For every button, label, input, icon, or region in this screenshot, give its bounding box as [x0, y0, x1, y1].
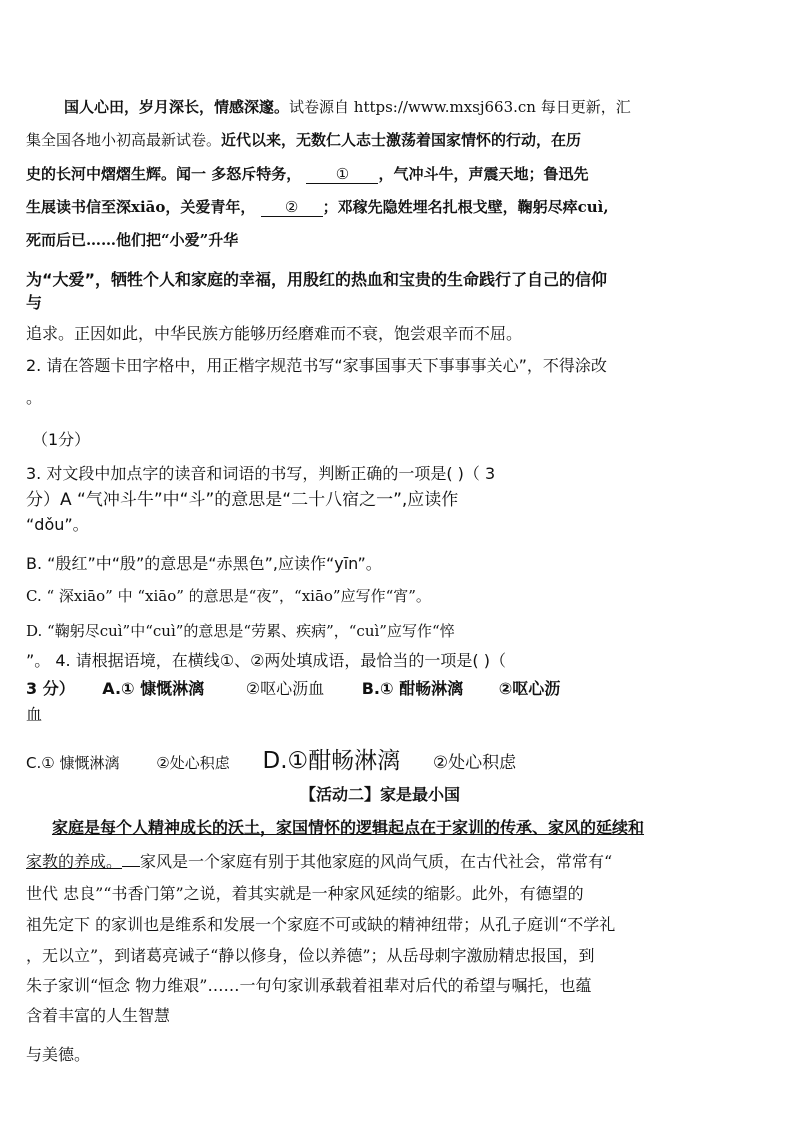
para1-line-8: 追求。正因如此，中华民族方能够历经磨难而不衰，饱尝艰辛而不屈。 [26, 324, 523, 343]
q4-option-c2: ②处心积虑 [156, 754, 230, 772]
para1-source-text: 试卷源自 https://www.mxsj663.cn 每日更新，汇 [289, 98, 631, 116]
para1-line3-text: 史的长河中熠熠生辉。闻一 多怒斥特务， [26, 165, 302, 183]
q3-option-d: D. “鞠躬尽cuì”中“cuì”的意思是“劳累、疾病”，“cuì”应写作“悴 [26, 622, 455, 640]
section2-title: 【活动二】家是最小国 [300, 785, 461, 804]
para1-line3-after: ，气冲斗牛，声震天地；鲁迅先 [378, 165, 589, 183]
para1-line-5: 死而后已……他们把“小爱”升华 [26, 231, 239, 249]
q4-option-c: C.① 慷慨淋漓 [26, 754, 120, 772]
q4-option-d2: ②处心积虑 [432, 753, 517, 773]
para1-line-6: 为“大爱”，牺牲个人和家庭的幸福，用殷红的热血和宝贵的生命践行了自己的信仰 [26, 270, 608, 289]
section2-line-5: ，无以立”，到诸葛亮诫子“静以修身，俭以养德”；从岳母刺字激励精忠报国，到 [26, 946, 595, 965]
para1-line2-plain: 集全国各地小初高最新试卷。 [26, 131, 222, 149]
section2-line-2 [26, 849, 612, 872]
para1-line4-text: 生展读书信至深xiāo，关爱青年， [26, 198, 256, 216]
section2-line-6: 朱子家训“恒念 物力维艰”……一句句家训承载着祖辈对后代的希望与嘱托，也蕴 [26, 976, 592, 995]
section2-underlined: 家教的养成。 [26, 852, 123, 871]
q4-option-a: A.① 慷慨淋漓 [102, 679, 205, 698]
q3-option-c: C. “ 深xiāo” 中 “xiāo” 的意思是“夜”，“xiāo”应写作“宵”。 [26, 587, 431, 605]
q2-line-1: 2. 请在答题卡田字格中，用正楷字规范书写“家事国事天下事事事关心”，不得涂改 [26, 356, 607, 375]
q3-option-b: B. “殷红”中“殷”的意思是“赤黑色”,应读作“yīn”。 [26, 554, 382, 573]
para1-line-7: 与 [26, 293, 43, 312]
q3-line-2: 分）A “气冲斗牛”中“斗”的意思是“二十八宿之一”,应读作 [26, 490, 459, 510]
q4-line-2 [26, 676, 560, 699]
para1-line4-after: ；邓稼先隐姓埋名扎根戈壁，鞠躬尽瘁cuì, [322, 198, 609, 216]
blank-1[interactable]: ① [306, 166, 378, 184]
q3-line-1: 3. 对文段中加点字的读音和词语的书写，判断正确的一项是( )（ 3 [26, 464, 496, 483]
section2-line-7: 含着丰富的人生智慧 [26, 1006, 171, 1025]
blank-2[interactable]: ② [261, 199, 323, 217]
q4-option-a2: ②呕心沥血 [245, 679, 325, 698]
q4-option-d: D.①酣畅淋漓 [262, 748, 401, 774]
section2-line-4: 祖先定下 的家训也是维系和发展一个家庭不可或缺的精神纽带；从孔子庭训“不学礼 [26, 915, 616, 934]
q4-score: 3 分） [26, 679, 75, 698]
section2-line-3: 世代 忠良”“书香门第”之说，着其实就是一种家风延续的缩影。此外，有德望的 [26, 884, 584, 903]
q2-line-2: 。 [26, 388, 43, 407]
q3-line-3: “dǒu”。 [26, 515, 89, 534]
section2-line-1: 家庭是每个人精神成长的沃土，家国情怀的逻辑起点在于家训的传承、家风的延续和 [52, 818, 645, 837]
q4-option-b2: ②呕心沥 [498, 679, 561, 698]
section2-line-8: 与美德。 [26, 1045, 91, 1064]
q4-line-1: ”。 4. 请根据语境，在横线①、②两处填成语，最恰当的一项是( )（ [26, 651, 506, 670]
q4-line-3: 血 [26, 705, 43, 724]
section2-line2-rest: 家风是一个家庭有别于其他家庭的风尚气质，在古代社会，常常有“ [140, 852, 613, 871]
section2-blank [122, 866, 140, 867]
para1-line-3 [26, 163, 588, 184]
q2-score: （1分） [32, 430, 91, 449]
para1-line2-bold: 近代以来，无数仁人志士激荡着国家情怀的行动，在历 [221, 131, 582, 149]
para1-line-4 [26, 196, 609, 217]
q4-line-4 [26, 742, 516, 775]
para1-line-2 [26, 129, 581, 150]
q4-option-b: B.① 酣畅淋漓 [361, 679, 464, 698]
para1-line-1 [64, 96, 631, 117]
para1-bold-text: 国人心田，岁月深长，情感深邃。 [64, 98, 290, 116]
